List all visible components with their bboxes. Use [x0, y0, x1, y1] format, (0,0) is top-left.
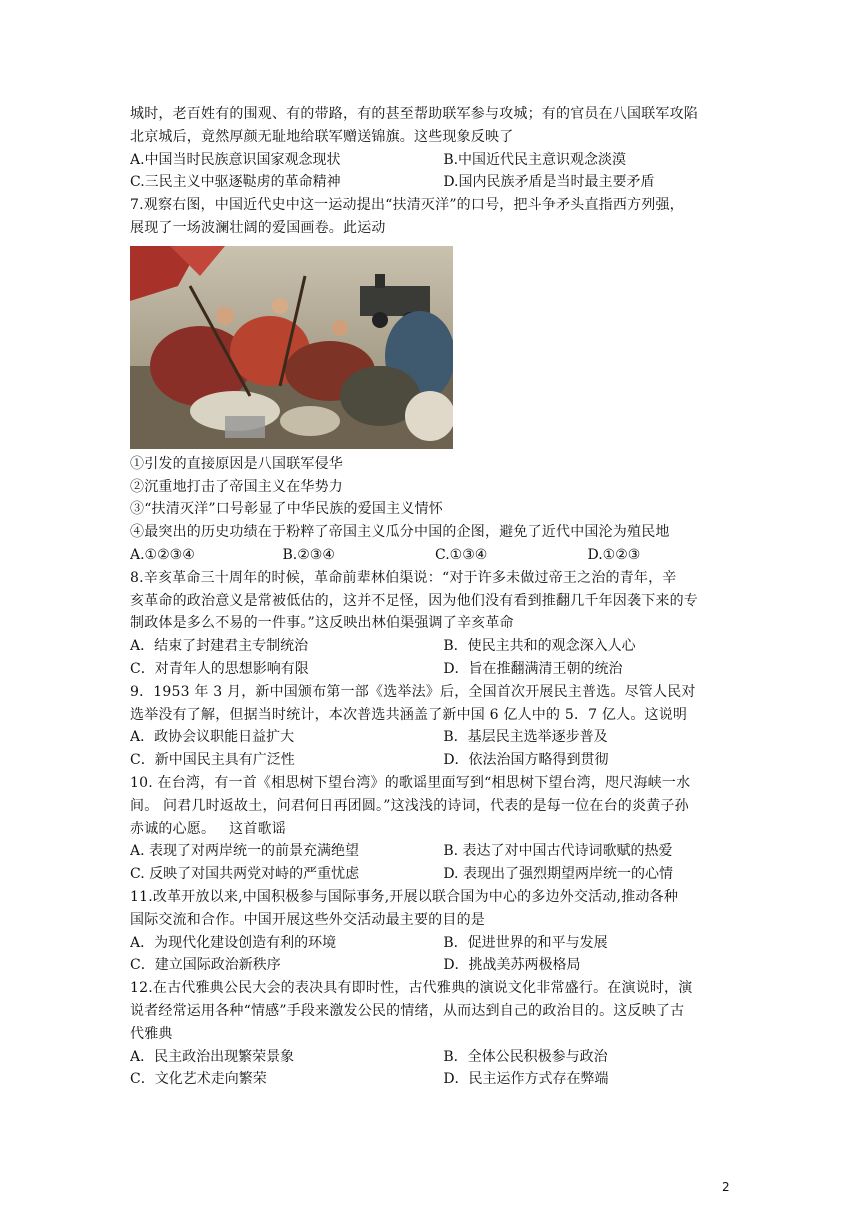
q6-line: 城时，老百姓有的围观、有的带路，有的甚至帮助联军参与攻城；有的官员在八国联军攻陷	[130, 106, 698, 122]
q12-option-d: D．民主运作方式存在弊端	[443, 1071, 609, 1088]
q8-line: 制政体是多么不易的一件事。”这反映出林伯渠强调了辛亥革命	[130, 615, 514, 632]
q10-line: 10. 在台湾，有一首《相思树下望台湾》的歌谣里面写到“相思树下望台湾，咫尺海峡一水	[130, 774, 691, 791]
q12-options-row	[130, 1046, 740, 1069]
question-9	[130, 681, 740, 772]
q9-option-d: D．依法治国方略得到贯彻	[443, 752, 609, 769]
q10-option-b: B. 表达了对中国古代诗词歌赋的热爱	[443, 843, 673, 860]
question-11	[130, 886, 740, 977]
q10-line: 间。 问君几时返故土，问君何日再团圆。”这浅浅的诗词，代表的是每一位在台的炎黄子孙	[130, 797, 689, 814]
q6-option-a: A.中国当时民族意识国家观念现状	[130, 151, 341, 168]
q8-options-row	[130, 658, 740, 681]
q7-line: 展现了一场波澜壮阔的爱国画卷。此运动	[130, 219, 386, 236]
q9-option-a: A．政协会议职能日益扩大	[130, 729, 295, 746]
q8-line: 亥革命的政治意义是常被低估的，这并不足怪，因为他们没有看到推翻几千年因袭下来的专	[130, 592, 698, 609]
q11-options-row	[130, 932, 740, 955]
q7-statement-4: ④最突出的历史功绩在于粉粹了帝国主义瓜分中国的企图，避免了近代中国沦为殖民地	[130, 524, 670, 541]
q8-line: 8.辛亥革命三十周年的时候，革命前辈林伯渠说：“对于许多未做过帝王之治的青年，辛	[130, 569, 677, 586]
q12-line: 说者经常运用各种“情感”手段来激发公民的情绪，从而达到自己的政治目的。这反映了古	[130, 1002, 685, 1019]
q7-line: 7.观察右图，中国近代史中这一运动提出“扶清灭洋”的口号，把斗争矛头直指西方列强，	[130, 197, 684, 214]
q10-line: 赤诚的心愿。 这首歌谣	[130, 820, 286, 837]
q6-options-row	[130, 149, 740, 172]
question-6	[130, 103, 740, 194]
painting-illustration	[130, 246, 453, 449]
q10-options-row	[130, 840, 740, 863]
q6-options-row	[130, 171, 740, 194]
q12-option-a: A．民主政治出现繁荣景象	[130, 1048, 295, 1065]
q9-options-row	[130, 749, 740, 772]
q8-option-c: C．对青年人的思想影响有限	[130, 660, 309, 677]
q8-option-a: A．结束了封建君主专制统治	[130, 638, 309, 655]
q7-option-a: A.①②③④	[130, 546, 195, 563]
q12-option-b: B．全体公民积极参与政治	[443, 1048, 608, 1065]
q7-statement-3: ③“扶清灭洋”口号彰显了中华民族的爱国主义情怀	[130, 501, 443, 518]
question-8	[130, 567, 740, 681]
q8-option-d: D．旨在推翻满清王朝的统治	[443, 660, 623, 677]
page-content	[130, 103, 740, 1091]
q11-line: 国际交流和合作。中国开展这些外交活动最主要的目的是	[130, 911, 485, 928]
q12-line: 12.在古代雅典公民大会的表决具有即时性，古代雅典的演说文化非常盛行。在演说时，演	[130, 980, 693, 997]
q9-line: 选举没有了解，但据当时统计，本次普选共涵盖了新中国 6 亿人中的 5．7 亿人。这说明	[130, 706, 688, 723]
q7-options-row	[130, 544, 740, 567]
q10-option-c: C. 反映了对国共两党对峙的严重忧虑	[130, 866, 360, 883]
q7-statement-2: ②沉重地打击了帝国主义在华势力	[130, 478, 343, 495]
boxer-rebellion-painting	[130, 246, 453, 449]
q8-options-row	[130, 635, 740, 658]
q6-option-c: C.三民主义中驱逐鞑虏的革命精神	[130, 174, 341, 191]
q12-option-c: C．文化艺术走向繁荣	[130, 1071, 267, 1088]
q9-options-row	[130, 726, 740, 749]
q11-option-b: B．促进世界的和平与发展	[443, 934, 608, 951]
q11-option-d: D．挑战美苏两极格局	[443, 957, 581, 974]
q6-line: 北京城后，竟然厚颜无耻地给联军赠送锦旗。这些现象反映了	[130, 128, 514, 145]
q6-option-d: D.国内民族矛盾是当时最主要矛盾	[443, 174, 655, 191]
q12-options-row	[130, 1068, 740, 1091]
q10-options-row	[130, 863, 740, 886]
page-number: 2	[722, 1180, 730, 1194]
question-10	[130, 772, 740, 886]
q11-option-a: A．为现代化建设创造有利的环境	[130, 934, 337, 951]
q12-line: 代雅典	[130, 1025, 173, 1042]
q9-line: 9．1953 年 3 月，新中国颁布第一部《选举法》后，全国首次开展民主普选。尽管人民对	[130, 683, 696, 700]
q10-option-a: A. 表现了对两岸统一的前景充满绝望	[130, 843, 360, 860]
question-12	[130, 977, 740, 1091]
q7-option-b: B.②③④	[282, 546, 335, 563]
q10-option-d: D. 表现出了强烈期望两岸统一的心情	[443, 866, 673, 883]
question-7	[130, 194, 740, 567]
q11-options-row	[130, 954, 740, 977]
q8-option-b: B．使民主共和的观念深入人心	[443, 638, 636, 655]
q7-option-c: C.①③④	[435, 546, 488, 563]
q6-option-b: B.中国近代民主意识观念淡漠	[443, 151, 627, 168]
q9-option-c: C．新中国民主具有广泛性	[130, 752, 295, 769]
q11-line: 11.改革开放以来,中国积极参与国际事务,开展以联合国为中心的多边外交活动,推动各种	[130, 888, 679, 905]
q7-statement-1: ①引发的直接原因是八国联军侵华	[130, 455, 343, 472]
q11-option-c: C．建立国际政治新秩序	[130, 957, 281, 974]
q7-option-d: D.①②③	[587, 546, 641, 563]
q9-option-b: B．基层民主选举逐步普及	[443, 729, 608, 746]
